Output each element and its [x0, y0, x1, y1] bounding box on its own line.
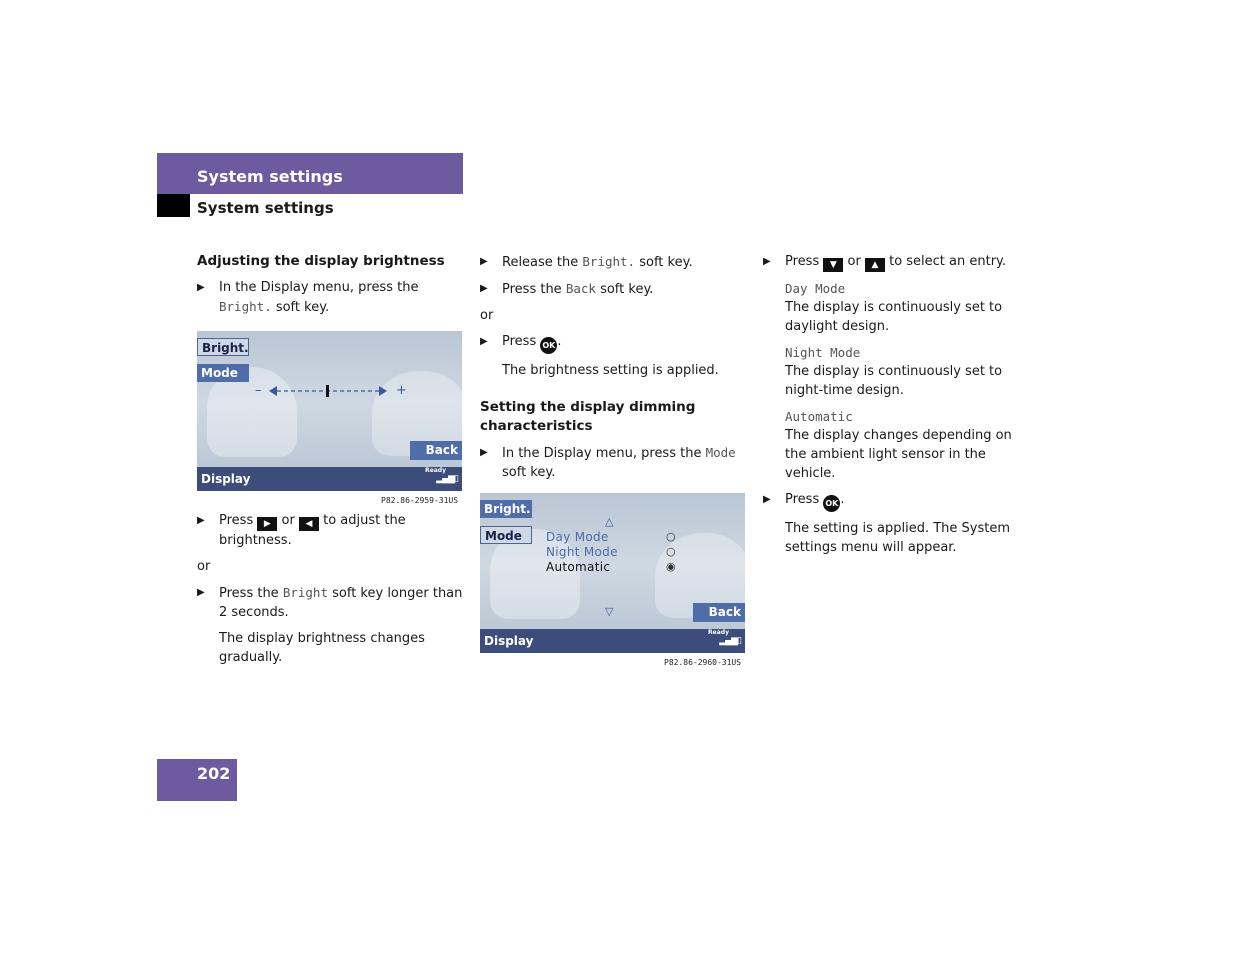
- subsection-title: System settings: [197, 199, 334, 217]
- heading-brightness: Adjusting the display brightness: [197, 253, 445, 269]
- option-label: Automatic: [785, 409, 853, 424]
- display-screen-dimming: [480, 493, 745, 653]
- result-text: The display brightness changes gradually.: [219, 631, 425, 665]
- option-label: Day Mode: [785, 281, 846, 296]
- left-arrow-key-icon: ◀: [299, 517, 319, 531]
- back-softkey[interactable]: Back: [410, 441, 462, 460]
- radio-selected-icon[interactable]: ◉: [666, 560, 676, 573]
- step: ▶ Release the Bright. soft key.: [480, 254, 693, 270]
- or-text: or: [480, 308, 494, 323]
- figure-caption: P82.86-2960-31US: [664, 658, 742, 667]
- minus-label: –: [255, 383, 262, 398]
- softkey-bright[interactable]: Bright.: [197, 338, 249, 356]
- page-number: 202: [197, 764, 231, 783]
- step: ▶ Press OK .: [763, 490, 1033, 512]
- option-description: The display changes depending on the ambient light sensor in the vehicle.: [785, 428, 1012, 481]
- ready-label: Ready: [708, 629, 729, 636]
- softkey-bright[interactable]: Bright.: [480, 500, 532, 518]
- display-label: Display: [484, 634, 534, 648]
- bullet-arrow-icon: ▶: [763, 256, 771, 267]
- column-1-continued: [197, 511, 463, 667]
- bullet-arrow-icon: ▶: [197, 282, 205, 293]
- bullet-arrow-icon: ▶: [480, 283, 488, 294]
- status-bar: [480, 629, 745, 653]
- bullet-arrow-icon: ▶: [480, 336, 488, 347]
- back-softkey[interactable]: Back: [693, 603, 745, 622]
- heading-dimming: Setting the display dimming characteristics: [480, 399, 696, 434]
- column-1: [197, 252, 463, 317]
- figure-caption: P82.86-2959-31US: [381, 496, 459, 505]
- signal-strength-icon: ▂▄▆▯: [436, 474, 458, 484]
- ok-button-icon: OK: [823, 495, 840, 512]
- bullet-arrow-icon: ▶: [197, 515, 205, 526]
- up-arrow-key-icon: ▲: [865, 258, 885, 272]
- option-automatic[interactable]: Automatic: [546, 560, 611, 574]
- brightness-slider[interactable]: [253, 381, 413, 401]
- result-text: The brightness setting is applied.: [502, 363, 719, 378]
- bullet-arrow-icon: ▶: [763, 494, 771, 505]
- step: ▶ Press ▼ or ▲ to select an entry.: [763, 254, 1007, 270]
- bullet-arrow-icon: ▶: [197, 587, 205, 598]
- page-number-tab: [157, 759, 237, 801]
- bullet-arrow-icon: ▶: [480, 256, 488, 267]
- step: ▶ Press the Back soft key.: [480, 281, 654, 297]
- plus-label: +: [396, 383, 407, 398]
- status-bar: [197, 467, 462, 491]
- down-arrow-key-icon: ▼: [823, 258, 843, 272]
- bullet-arrow-icon: ▶: [480, 447, 488, 458]
- column-2: [480, 252, 746, 482]
- softkey-mode[interactable]: Mode: [197, 364, 249, 382]
- option-day-mode[interactable]: Day Mode: [546, 530, 609, 544]
- step: ▶ Press ▶ or ◀ to adjust the brightness.: [197, 513, 406, 548]
- ok-button-icon: OK: [540, 337, 557, 354]
- softkey-mode[interactable]: Mode: [480, 526, 532, 544]
- option-description: The display is continuously set to daylight design.: [785, 300, 1003, 334]
- result-text: The setting is applied. The System settings menu will appear.: [785, 521, 1011, 555]
- ready-label: Ready: [425, 467, 446, 474]
- scroll-down-icon[interactable]: ▽: [605, 605, 614, 618]
- or-text: or: [197, 559, 211, 574]
- step: ▶ Press OK .: [480, 332, 746, 354]
- display-screen-brightness: [197, 331, 462, 491]
- radio-empty-icon[interactable]: ○: [666, 530, 676, 543]
- header-marker: [157, 194, 190, 217]
- signal-strength-icon: ▂▄▆▯: [719, 636, 741, 646]
- step: ▶ In the Display menu, press the Bright. soft key.: [197, 280, 419, 315]
- right-arrow-key-icon: ▶: [257, 517, 277, 531]
- display-label: Display: [201, 472, 251, 486]
- scroll-up-icon[interactable]: △: [605, 515, 614, 528]
- column-3: [763, 252, 1033, 557]
- step: ▶ Press the Bright soft key longer than 2 seconds.: [197, 585, 463, 620]
- radio-empty-icon[interactable]: ○: [666, 545, 676, 558]
- section-title: System settings: [197, 167, 343, 186]
- option-night-mode[interactable]: Night Mode: [546, 545, 618, 559]
- option-label: Night Mode: [785, 345, 861, 360]
- step: ▶ In the Display menu, press the Mode soft key.: [480, 445, 736, 480]
- option-description: The display is continuously set to night-time design.: [785, 364, 1003, 398]
